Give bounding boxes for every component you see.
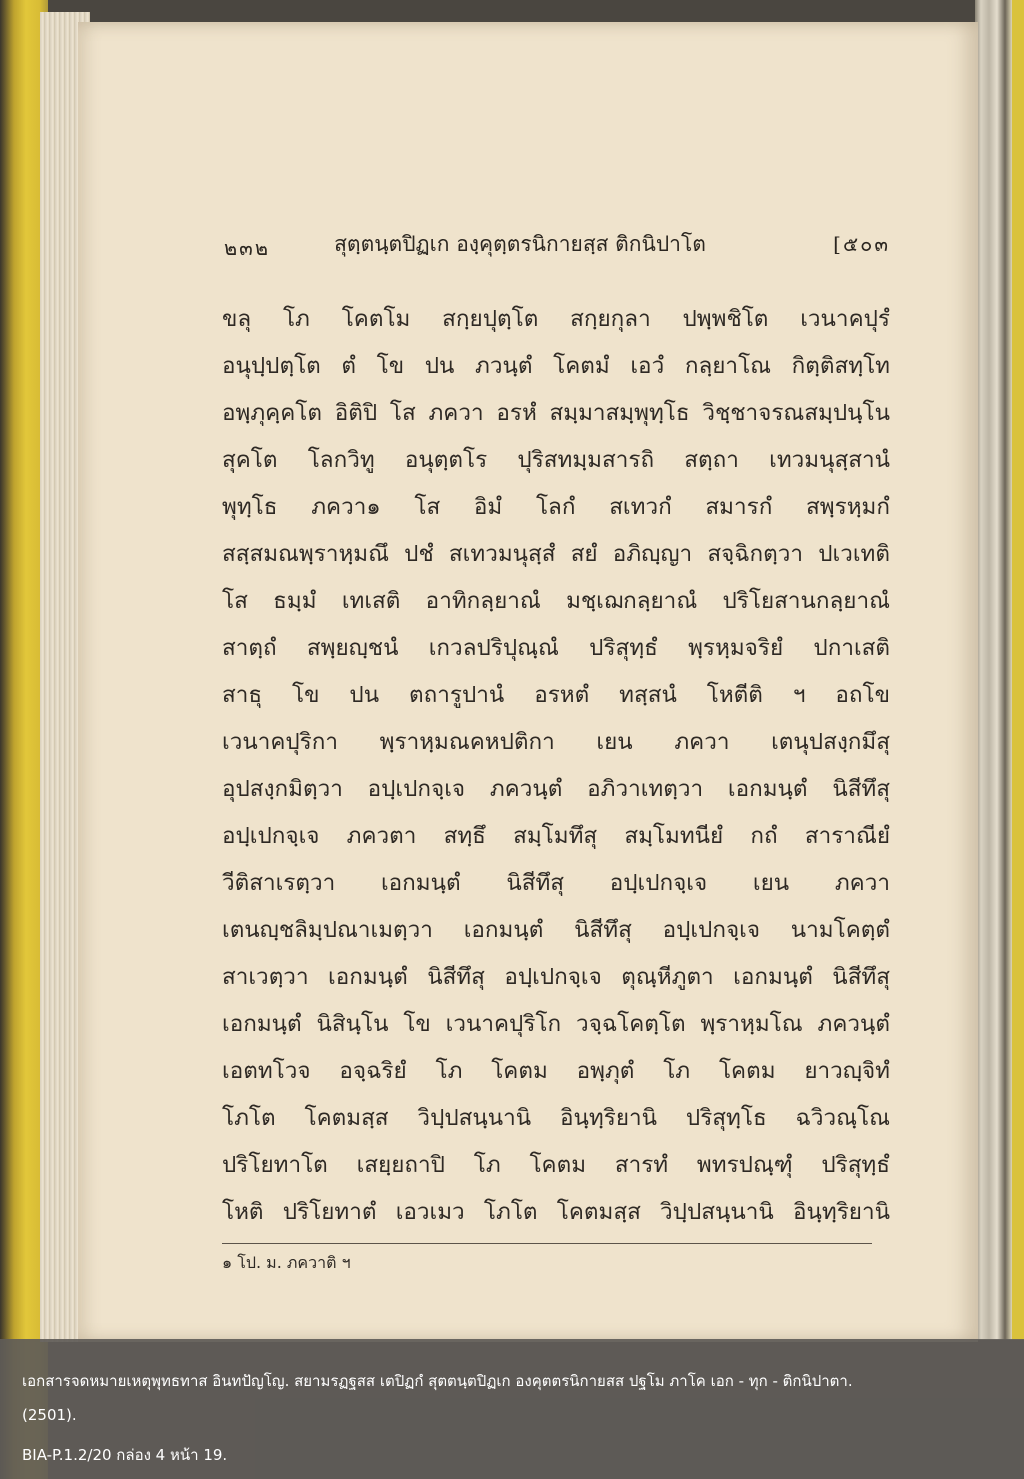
running-title: สุตฺตนฺตปิฏเก องฺคุตฺตรนิกายสฺส ติกนิปาโต — [334, 232, 706, 256]
text-line: พุทฺโธ ภควา๑ โส อิมํ โลกํ สเทวกํ สมารกํ สพฺรหฺมกํ — [222, 494, 890, 520]
section-number: [๕๐๓ — [833, 232, 890, 256]
text-line: โหติ ปริโยทาตํ เอวเมว โภโต โคตมสฺส วิปฺปสนฺนานิ อินฺทฺริยานิ — [222, 1199, 890, 1225]
page-header — [150, 226, 890, 258]
caption-year: (2501). — [22, 1406, 77, 1424]
text-line: สาเวตฺวา เอกมนฺตํ นิสีทึสุ อปฺเปกจฺเจ ตุณฺหีภูตา เอกมนฺตํ นิสีทึสุ — [222, 964, 890, 990]
text-line: อุปสงฺกมิตฺวา อปฺเปกจฺเจ ภควนฺตํ อภิวาเทตฺวา เอกมนฺตํ นิสีทึสุ — [222, 776, 890, 802]
body-text — [222, 296, 890, 1236]
text-line: วีติสาเรตฺวา เอกมนฺตํ นิสีทึสุ อปฺเปกจฺเจ เยน ภควา — [222, 870, 890, 896]
caption-citation: เอกสารจดหมายเหตุพุทธทาส อินทปัญโญ. สยามรฏฐสส เตปิฏกํ สุตตนฺตปิฏเก องคุตตรนิกายสส ปฐโม ภาโค เอก - ทุก - ติกนิปาตา. — [22, 1372, 853, 1390]
text-line: ขลุ โภ โคตโม สกฺยปุตฺโต สกฺยกุลา ปพฺพชิโต เวนาคปุรํ — [222, 306, 890, 332]
text-line: สสฺสมณพฺราหฺมณึ ปชํ สเทวมนุสฺสํ สยํ อภิญฺญา สจฺฉิกตฺวา ปเวเทติ — [222, 541, 890, 567]
cover-strip — [1012, 0, 1024, 1340]
text-line: เอตทโวจ อจฺฉริยํ โภ โคตม อพฺภุตํ โภ โคตม ยาวญฺจิทํ — [222, 1058, 890, 1084]
caption-reference: BIA-P.1.2/20 กล่อง 4 หน้า 19. — [22, 1446, 228, 1464]
archive-caption — [0, 1339, 1024, 1479]
text-line: ปริโยทาโต เสยฺยถาปิ โภ โคตม สารทํ พทรปณฺฑุํ ปริสุทฺธํ — [222, 1152, 890, 1178]
page-number: ๒๓๒ — [224, 236, 271, 260]
text-line: อพฺภุคฺคโต อิติปิ โส ภควา อรหํ สมฺมาสมฺพุทฺโธ วิชฺชาจรณสมฺปนฺโน — [222, 400, 890, 426]
text-line: อนุปฺปตฺโต ตํ โข ปน ภวนฺตํ โคตมํ เอวํ กลฺยาโณ กิตฺติสทฺโท — [222, 353, 890, 379]
facing-page-edge — [975, 0, 1024, 1340]
text-line: สุคโต โลกวิทู อนุตฺตโร ปุริสทมฺมสารถิ สตฺถา เทวมนุสฺสานํ — [222, 447, 890, 473]
footnote-rule — [222, 1243, 872, 1244]
text-line: เอกมนฺตํ นิสินฺโน โข เวนาคปุริโก วจฺฉโคตฺโต พฺราหฺมโณ ภควนฺตํ — [222, 1011, 890, 1037]
text-line: โส ธมฺมํ เทเสติ อาทิกลฺยาณํ มชฺเฌกลฺยาณํ ปริโยสานกลฺยาณํ — [222, 588, 890, 614]
text-line: สาตฺถํ สพฺยญฺชนํ เกวลปริปุณฺณํ ปริสุทฺธํ พฺรหฺมจริยํ ปกาเสติ — [222, 635, 890, 661]
text-line: สาธุ โข ปน ตถารูปานํ อรหตํ ทสฺสนํ โหตีติ ฯ อถโข — [222, 682, 890, 708]
text-line: โภโต โคตมสฺส วิปฺปสนฺนานิ อินฺทฺริยานิ ปริสุทฺโธ ฉวิวณฺโณ — [222, 1105, 890, 1131]
text-line: เตนญฺชลิมฺปณาเมตฺวา เอกมนฺตํ นิสีทึสุ อปฺเปกจฺเจ นามโคตฺตํ — [222, 917, 890, 943]
text-line: อปฺเปกจฺเจ ภควตา สทฺธึ สมฺโมทึสุ สมฺโมทนียํ กถํ สาราณียํ — [222, 823, 890, 849]
text-line: เวนาคปุริกา พฺราหฺมณคหปติกา เยน ภควา เตนุปสงฺกมึสุ — [222, 729, 890, 755]
footnote: ๑ โป. ม. ภควาติ ฯ — [222, 1253, 351, 1272]
